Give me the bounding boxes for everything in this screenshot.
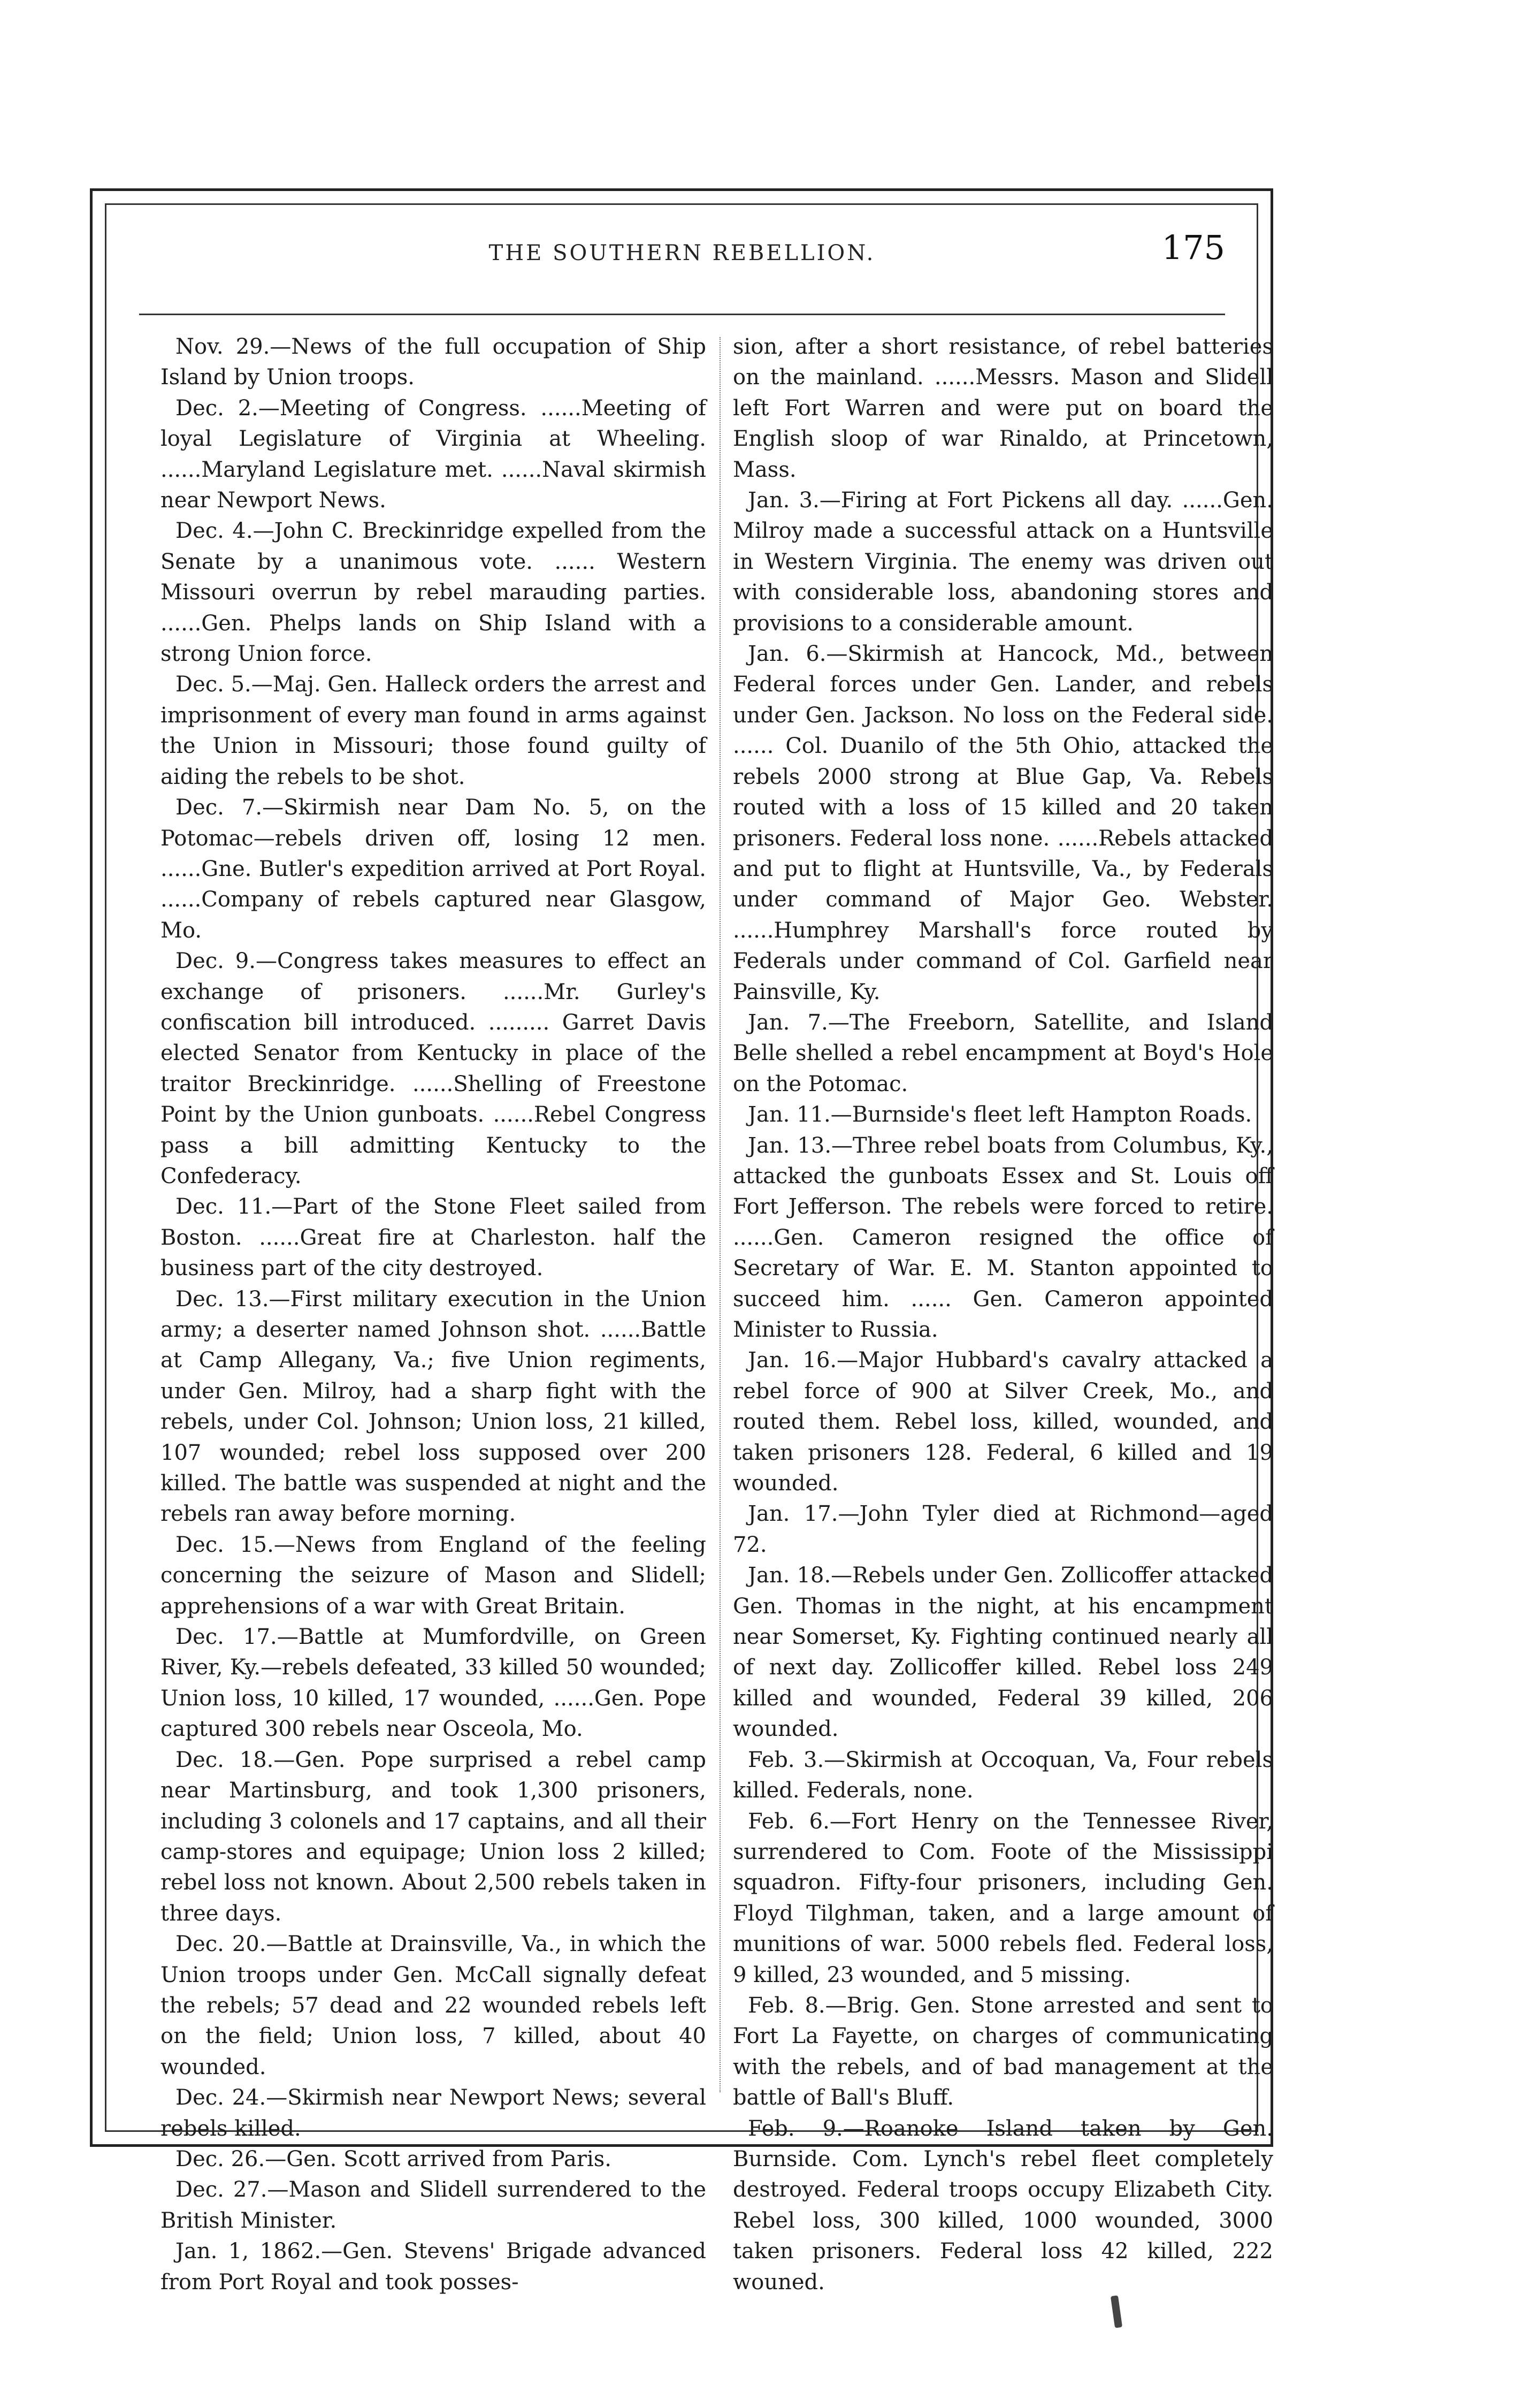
entry-paragraph: Feb. 6.—Fort Henry on the Tennessee River, surrendered to Com. Foote of the Mississippi squadron. Fifty-four prisoners, including Gen. Floyd Tilghman, taken, and a large amount of munitions of war. 5000 rebels fled. Federal loss, 9 killed, 23 wounded, and 5 missing. bbox=[733, 1809, 1273, 1987]
entry-paragraph: Jan. 11.—Burnside's fleet left Hampton Roads. bbox=[748, 1102, 1252, 1127]
entry-paragraph: Dec. 11.—Part of the Stone Fleet sailed from Boston. ......Great fire at Charleston. half the business part of the city destroyed. bbox=[160, 1194, 706, 1281]
left-column bbox=[160, 332, 706, 2298]
entry-paragraph: Jan. 3.—Firing at Fort Pickens all day. ......Gen. Milroy made a successful attack on a Huntsville in Western Virginia. The enemy was driven out with considerable loss, abandoning stores and provisions to a considerable amount. bbox=[733, 488, 1273, 636]
entry-paragraph: Dec. 5.—Maj. Gen. Halleck orders the arrest and imprisonment of every man found in arms against the Union in Missouri; those found guilty of aiding the rebels to be shot. bbox=[160, 672, 706, 789]
entry-paragraph: Dec. 15.—News from England of the feeling concerning the seizure of Mason and Slidell; apprehensions of a war with Great Britain. bbox=[160, 1532, 706, 1619]
entry-paragraph: Jan. 17.—John Tyler died at Richmond—aged 72. bbox=[733, 1502, 1273, 1557]
entry-paragraph: Dec. 26.—Gen. Scott arrived from Paris. bbox=[175, 2146, 611, 2171]
entry-paragraph: Feb. 9.—Roanoke Island taken by Gen. Burnside. Com. Lynch's rebel fleet completely destroyed. Federal troops occupy Elizabeth City. Rebel loss, 300 killed, 1000 wounded, 3000 taken prisoners. Federal loss 42 killed, 222 wouned. bbox=[733, 2116, 1273, 2295]
ink-mark bbox=[1111, 2295, 1122, 2328]
column-divider bbox=[720, 337, 721, 2092]
entry-paragraph: Jan. 16.—Major Hubbard's cavalry attacked a rebel force of 900 at Silver Creek, Mo., and routed them. Rebel loss, killed, wounded, and taken prisoners 128. Federal, 6 killed and 19 wounded. bbox=[733, 1348, 1273, 1496]
entry-paragraph: Jan. 6.—Skirmish at Hancock, Md., between Federal forces under Gen. Lander, and rebels under Gen. Jackson. No loss on the Federal side. ...... Col. Duanilo of the 5th Ohio, attacked the rebels 2000 strong at Blue Gap, Va. Rebels routed with a loss of 15 killed and 20 taken prisoners. Federal loss none. ......Rebels attacked and put to flight at Huntsville, Va., by Federals under command of Major Geo. Webster. ......Humphrey Marshall's force routed by Federals under command of Col. Garfield near Painsville, Ky. bbox=[733, 642, 1273, 1004]
entry-paragraph: Dec. 2.—Meeting of Congress. ......Meeting of loyal Legislature of Virginia at Wheeling. ......Maryland Legislature met. ......Naval skirmish near Newport News. bbox=[160, 395, 706, 513]
entry-paragraph: Jan. 1, 1862.—Gen. Stevens' Brigade advanced from Port Royal and took posses- bbox=[160, 2239, 706, 2295]
entry-paragraph: Dec. 17.—Battle at Mumfordville, on Green River, Ky.—rebels defeated, 33 killed 50 wounded; Union loss, 10 killed, 17 wounded, ......Gen. Pope captured 300 rebels near Osceola, Mo. bbox=[160, 1625, 706, 1742]
header-rule bbox=[139, 314, 1225, 315]
entry-paragraph: Dec. 27.—Mason and Slidell surrendered to the British Minister. bbox=[160, 2177, 706, 2233]
running-head: THE SOUTHERN REBELLION. bbox=[488, 241, 876, 265]
entry-paragraph: Dec. 20.—Battle at Drainsville, Va., in which the Union troops under Gen. McCall signally defeat the rebels; 57 dead and 22 wounded rebels left on the field; Union loss, 7 killed, about 40 wounded. bbox=[160, 1932, 706, 2079]
entry-paragraph: sion, after a short resistance, of rebel batteries on the mainland. ......Messrs. Mason and Slidell left Fort Warren and were put on board the English sloop of war Rinaldo, at Princetown, Mass. bbox=[733, 334, 1273, 482]
entry-paragraph: Jan. 7.—The Freeborn, Satellite, and Island Belle shelled a rebel encampment at Boyd's Hole on the Potomac. bbox=[733, 1010, 1273, 1096]
entry-paragraph: Jan. 13.—Three rebel boats from Columbus, Ky., attacked the gunboats Essex and St. Louis off Fort Jefferson. The rebels were forced to retire. ......Gen. Cameron resigned the office of Secretary of War. E. M. Stanton appointed to succeed him. ...... Gen. Cameron appointed Minister to Russia. bbox=[733, 1133, 1273, 1342]
right-column bbox=[733, 332, 1273, 2298]
page-header bbox=[139, 225, 1225, 284]
page-number: 175 bbox=[1161, 228, 1225, 267]
entry-paragraph: Dec. 7.—Skirmish near Dam No. 5, on the Potomac—rebels driven off, losing 12 men. ......Gne. Butler's expedition arrived at Port Royal. ......Company of rebels captured near Glasgow, Mo. bbox=[160, 795, 706, 943]
entry-paragraph: Dec. 13.—First military execution in the Union army; a deserter named Johnson shot. ......Battle at Camp Allegany, Va.; five Union regiments, under Gen. Milroy, had a sharp fight with the rebels, under Col. Johnson; Union loss, 21 killed, 107 wounded; rebel loss supposed over 200 killed. The battle was suspended at night and the rebels ran away before morning. bbox=[160, 1286, 706, 1527]
entry-paragraph: Nov. 29.—News of the full occupation of Ship Island by Union troops. bbox=[160, 334, 706, 390]
entry-paragraph: Dec. 9.—Congress takes measures to effect an exchange of prisoners. ......Mr. Gurley's confiscation bill introduced. ......... Garret Davis elected Senator from Kentucky in place of the traitor Breckinridge. ......Shelling of Freestone Point by the Union gunboats. ......Rebel Congress pass a bill admitting Kentucky to the Confederacy. bbox=[160, 949, 706, 1188]
entry-paragraph: Dec. 24.—Skirmish near Newport News; several rebels killed. bbox=[160, 2085, 706, 2141]
entry-paragraph: Dec. 4.—John C. Breckinridge expelled from the Senate by a unanimous vote. ...... Western Missouri overrun by rebel marauding parties. ......Gen. Phelps lands on Ship Island with a strong Union force. bbox=[160, 519, 706, 667]
entry-paragraph: Jan. 18.—Rebels under Gen. Zollicoffer attacked Gen. Thomas in the night, at his encampment near Somerset, Ky. Fighting continued nearly all of next day. Zollicoffer killed. Rebel loss 249 killed and wounded, Federal 39 killed, 206 wounded. bbox=[733, 1563, 1273, 1742]
entry-paragraph: Feb. 8.—Brig. Gen. Stone arrested and sent to Fort La Fayette, on charges of communicating with the rebels, and of bad management at the battle of Ball's Bluff. bbox=[733, 1993, 1273, 2110]
entry-paragraph: Dec. 18.—Gen. Pope surprised a rebel camp near Martinsburg, and took 1,300 prisoners, including 3 colonels and 17 captains, and all their camp-stores and equipage; Union loss 2 killed; rebel loss not known. About 2,500 rebels taken in three days. bbox=[160, 1747, 706, 1926]
entry-paragraph: Feb. 3.—Skirmish at Occoquan, Va, Four rebels killed. Federals, none. bbox=[733, 1747, 1273, 1803]
